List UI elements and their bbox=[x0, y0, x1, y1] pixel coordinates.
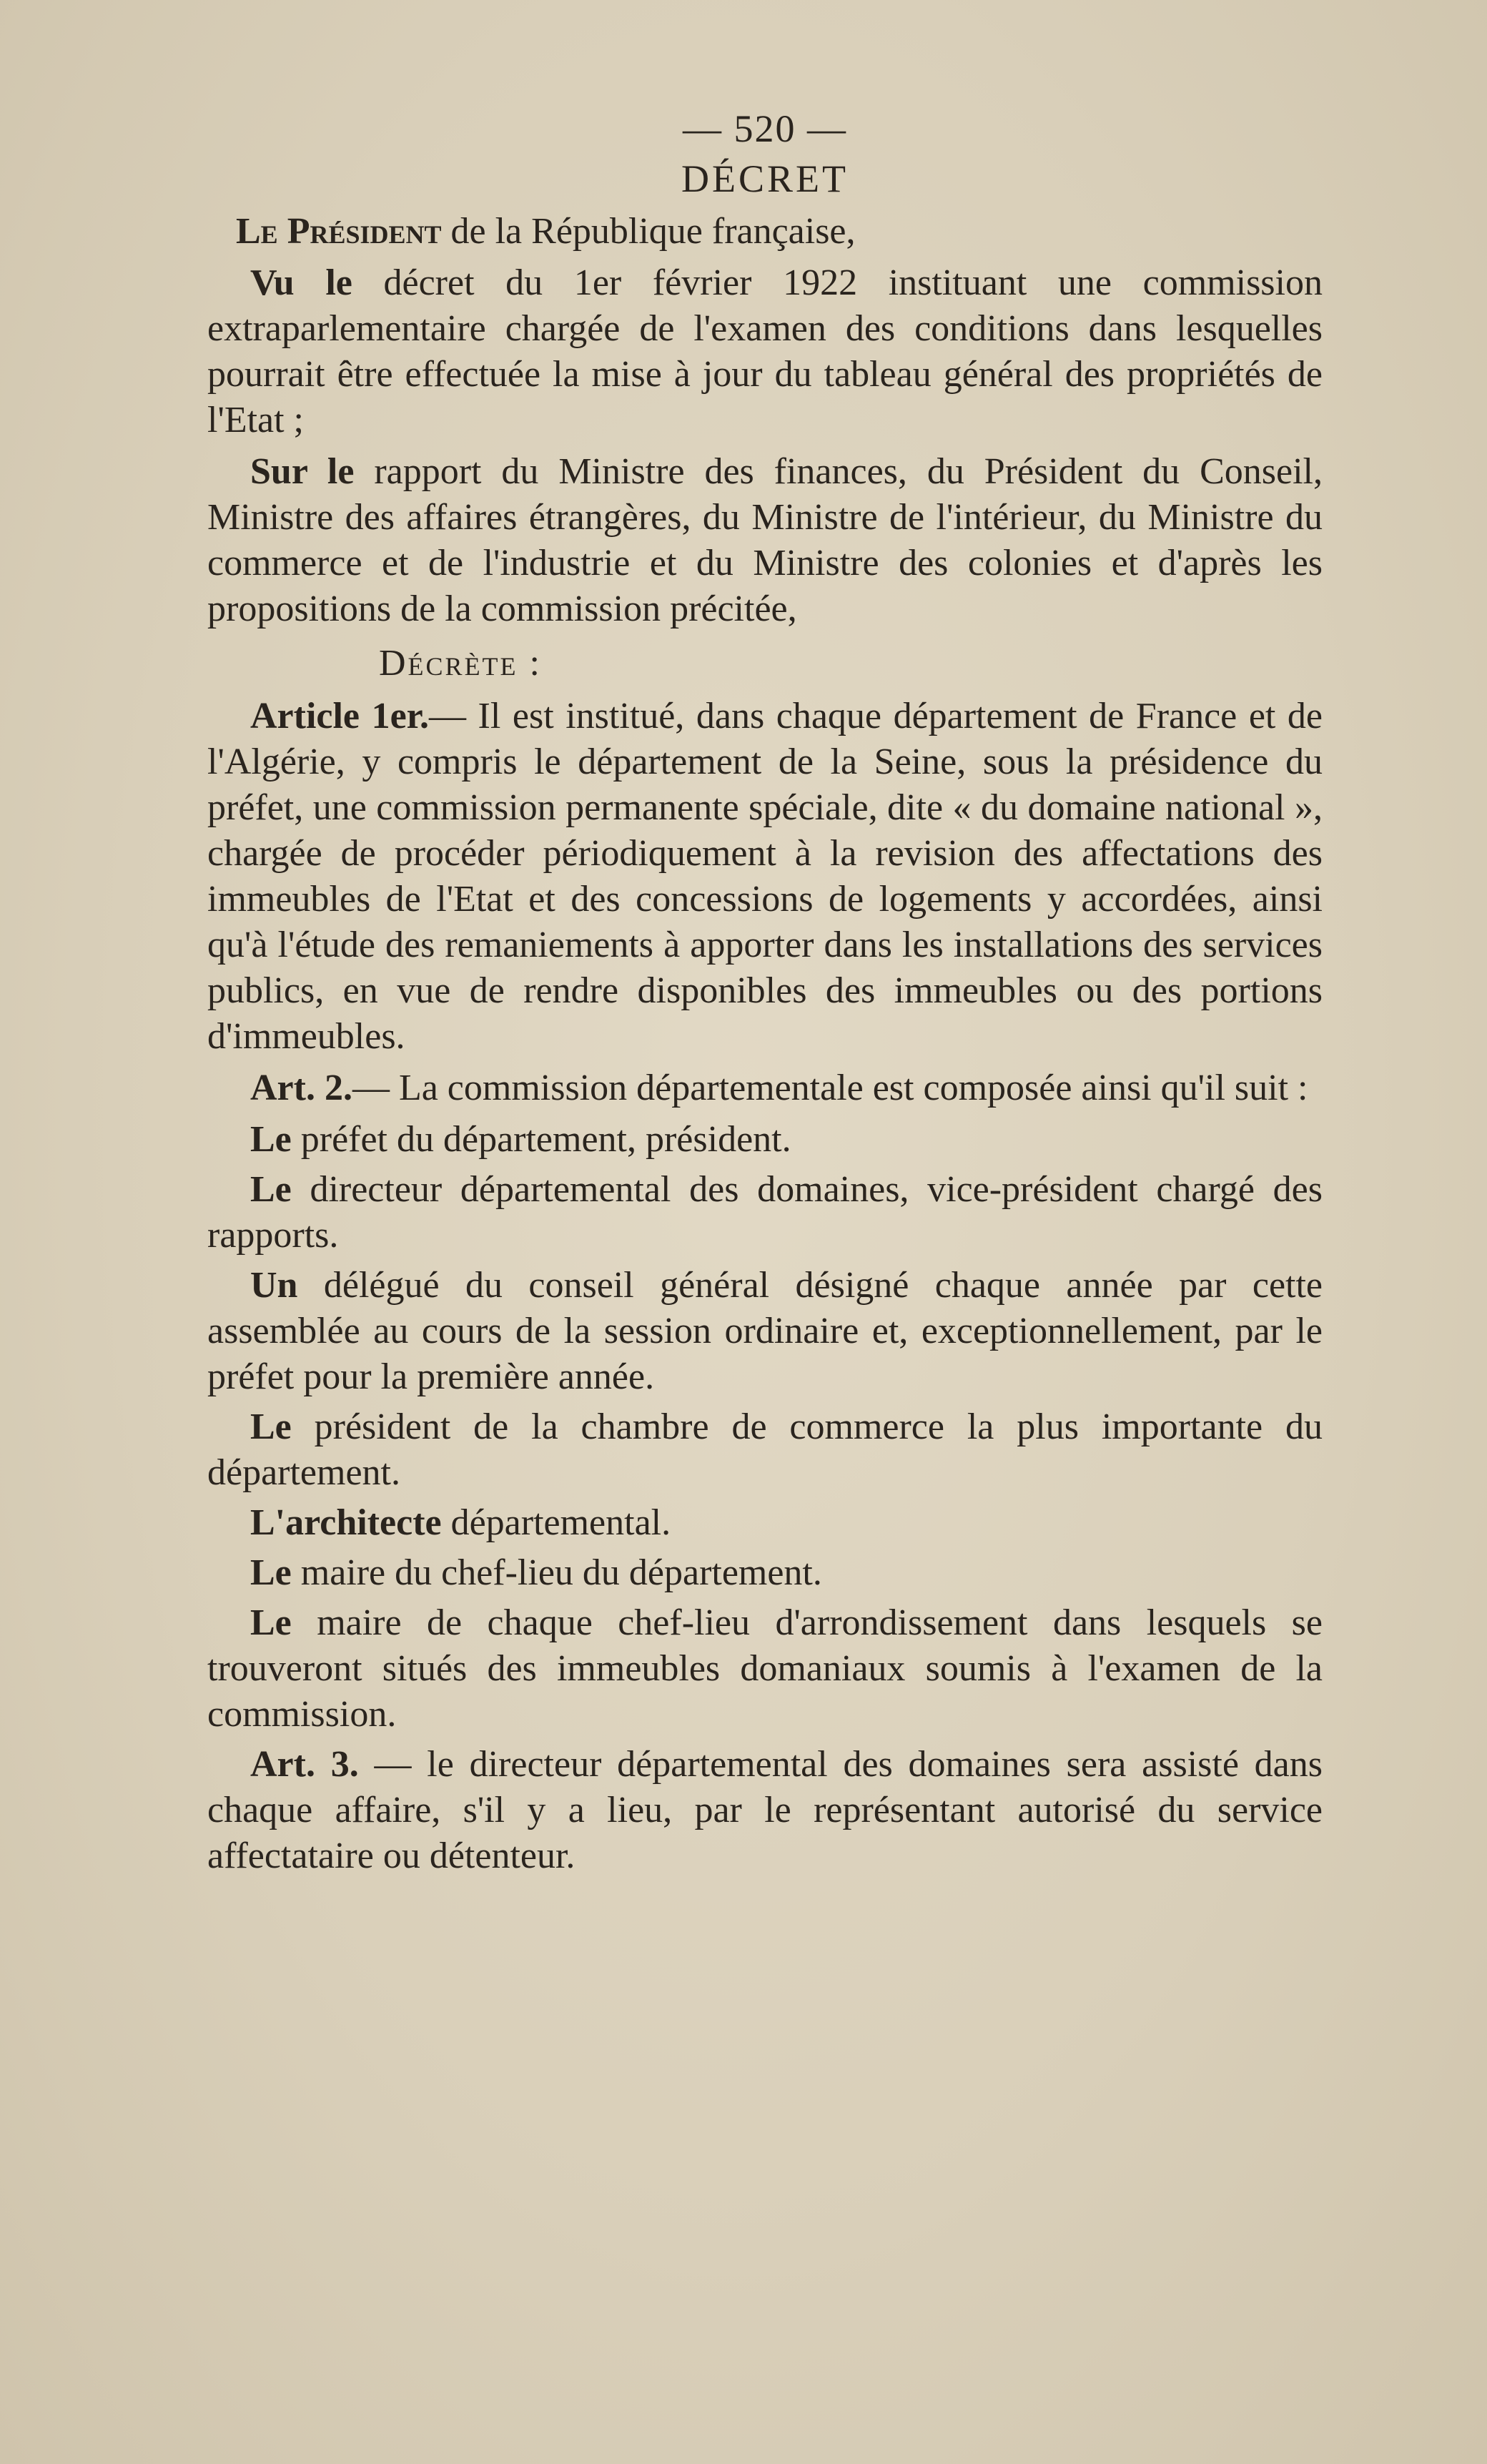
intro-paragraph bbox=[207, 209, 1323, 255]
member-3-lead: Un bbox=[250, 1265, 298, 1306]
member-3-text: délégué du conseil général désigné chaque année par cette assemblée au cours de la session ordinaire et, exceptionnellement, par le préfet pour la première année. bbox=[207, 1265, 1323, 1397]
member-4 bbox=[207, 1404, 1323, 1496]
member-7-lead: Le bbox=[250, 1602, 292, 1643]
member-7 bbox=[207, 1600, 1323, 1738]
member-6 bbox=[207, 1550, 1323, 1596]
article-1-lead: Article 1er. bbox=[250, 696, 429, 736]
intro-rest: de la République française, bbox=[441, 211, 856, 252]
member-3 bbox=[207, 1263, 1323, 1400]
preamble-1-lead: Vu le bbox=[250, 262, 352, 303]
member-6-lead: Le bbox=[250, 1552, 292, 1593]
intro-lead: Le Président bbox=[236, 211, 442, 252]
decree-title: DÉCRET bbox=[681, 157, 849, 200]
member-5-lead: L'architecte bbox=[250, 1502, 442, 1543]
preamble-paragraph-2 bbox=[207, 449, 1323, 632]
article-2-lead: Art. 2. bbox=[250, 1068, 352, 1108]
member-4-lead: Le bbox=[250, 1406, 292, 1447]
text-block bbox=[207, 107, 1323, 1885]
article-2 bbox=[207, 1065, 1323, 1111]
article-1 bbox=[207, 694, 1323, 1060]
member-1-lead: Le bbox=[250, 1119, 292, 1160]
member-5-text: départemental. bbox=[441, 1502, 671, 1543]
member-1 bbox=[207, 1117, 1323, 1163]
member-2-lead: Le bbox=[250, 1169, 292, 1210]
article-3-lead: Art. 3. bbox=[250, 1744, 359, 1785]
member-2-text: directeur départemental des domaines, vice-président chargé des rapports. bbox=[207, 1169, 1323, 1256]
preamble-2-lead: Sur le bbox=[250, 451, 355, 492]
member-6-text: maire du chef-lieu du département. bbox=[291, 1552, 822, 1593]
article-2-text: — La commission départementale est composée ainsi qu'il suit : bbox=[352, 1068, 1308, 1108]
member-7-text: maire de chaque chef-lieu d'arrondissement dans lesquels se trouveront situés des immeubles domaniaux soumis à l'examen de la commission. bbox=[207, 1602, 1323, 1735]
member-2 bbox=[207, 1167, 1323, 1258]
article-1-text: — Il est institué, dans chaque département de France et de l'Algérie, y compris le département de la Seine, sous la présidence du préfet, une commission permanente spéciale, dite « du domaine national », chargée de procéder périodiquement à la revision des affectations des immeubles de l'Etat et des concessions de logements y accordées, ainsi qu'à l'étude des remaniements à apporter dans les installations des services publics, en vue de rendre disponibles des immeubles ou des portions d'immeubles. bbox=[207, 696, 1323, 1057]
member-1-text: préfet du département, président. bbox=[291, 1119, 791, 1160]
member-4-text: président de la chambre de commerce la plus importante du département. bbox=[207, 1406, 1323, 1493]
decrete-heading: Décrète : bbox=[379, 643, 542, 684]
article-3 bbox=[207, 1742, 1323, 1879]
member-5 bbox=[207, 1500, 1323, 1546]
preamble-2-text: rapport du Ministre des finances, du Président du Conseil, Ministre des affaires étrangères, du Ministre de l'intérieur, du Ministre du commerce et de l'industrie et du Ministre des colonies et d'après les propositions de la commission précitée, bbox=[207, 451, 1323, 629]
preamble-paragraph-1 bbox=[207, 260, 1323, 443]
preamble-1-text: décret du 1er février 1922 instituant une commission extraparlementaire chargée de l'examen des conditions dans lesquelles pourrait être effectuée la mise à jour du tableau général des propriétés de l'Etat ; bbox=[207, 262, 1323, 440]
article-3-text: — le directeur départemental des domaines sera assisté dans chaque affaire, s'il y a lieu, par le représentant autorisé du service affectataire ou détenteur. bbox=[207, 1744, 1323, 1876]
page-number: — 520 — bbox=[683, 107, 847, 150]
